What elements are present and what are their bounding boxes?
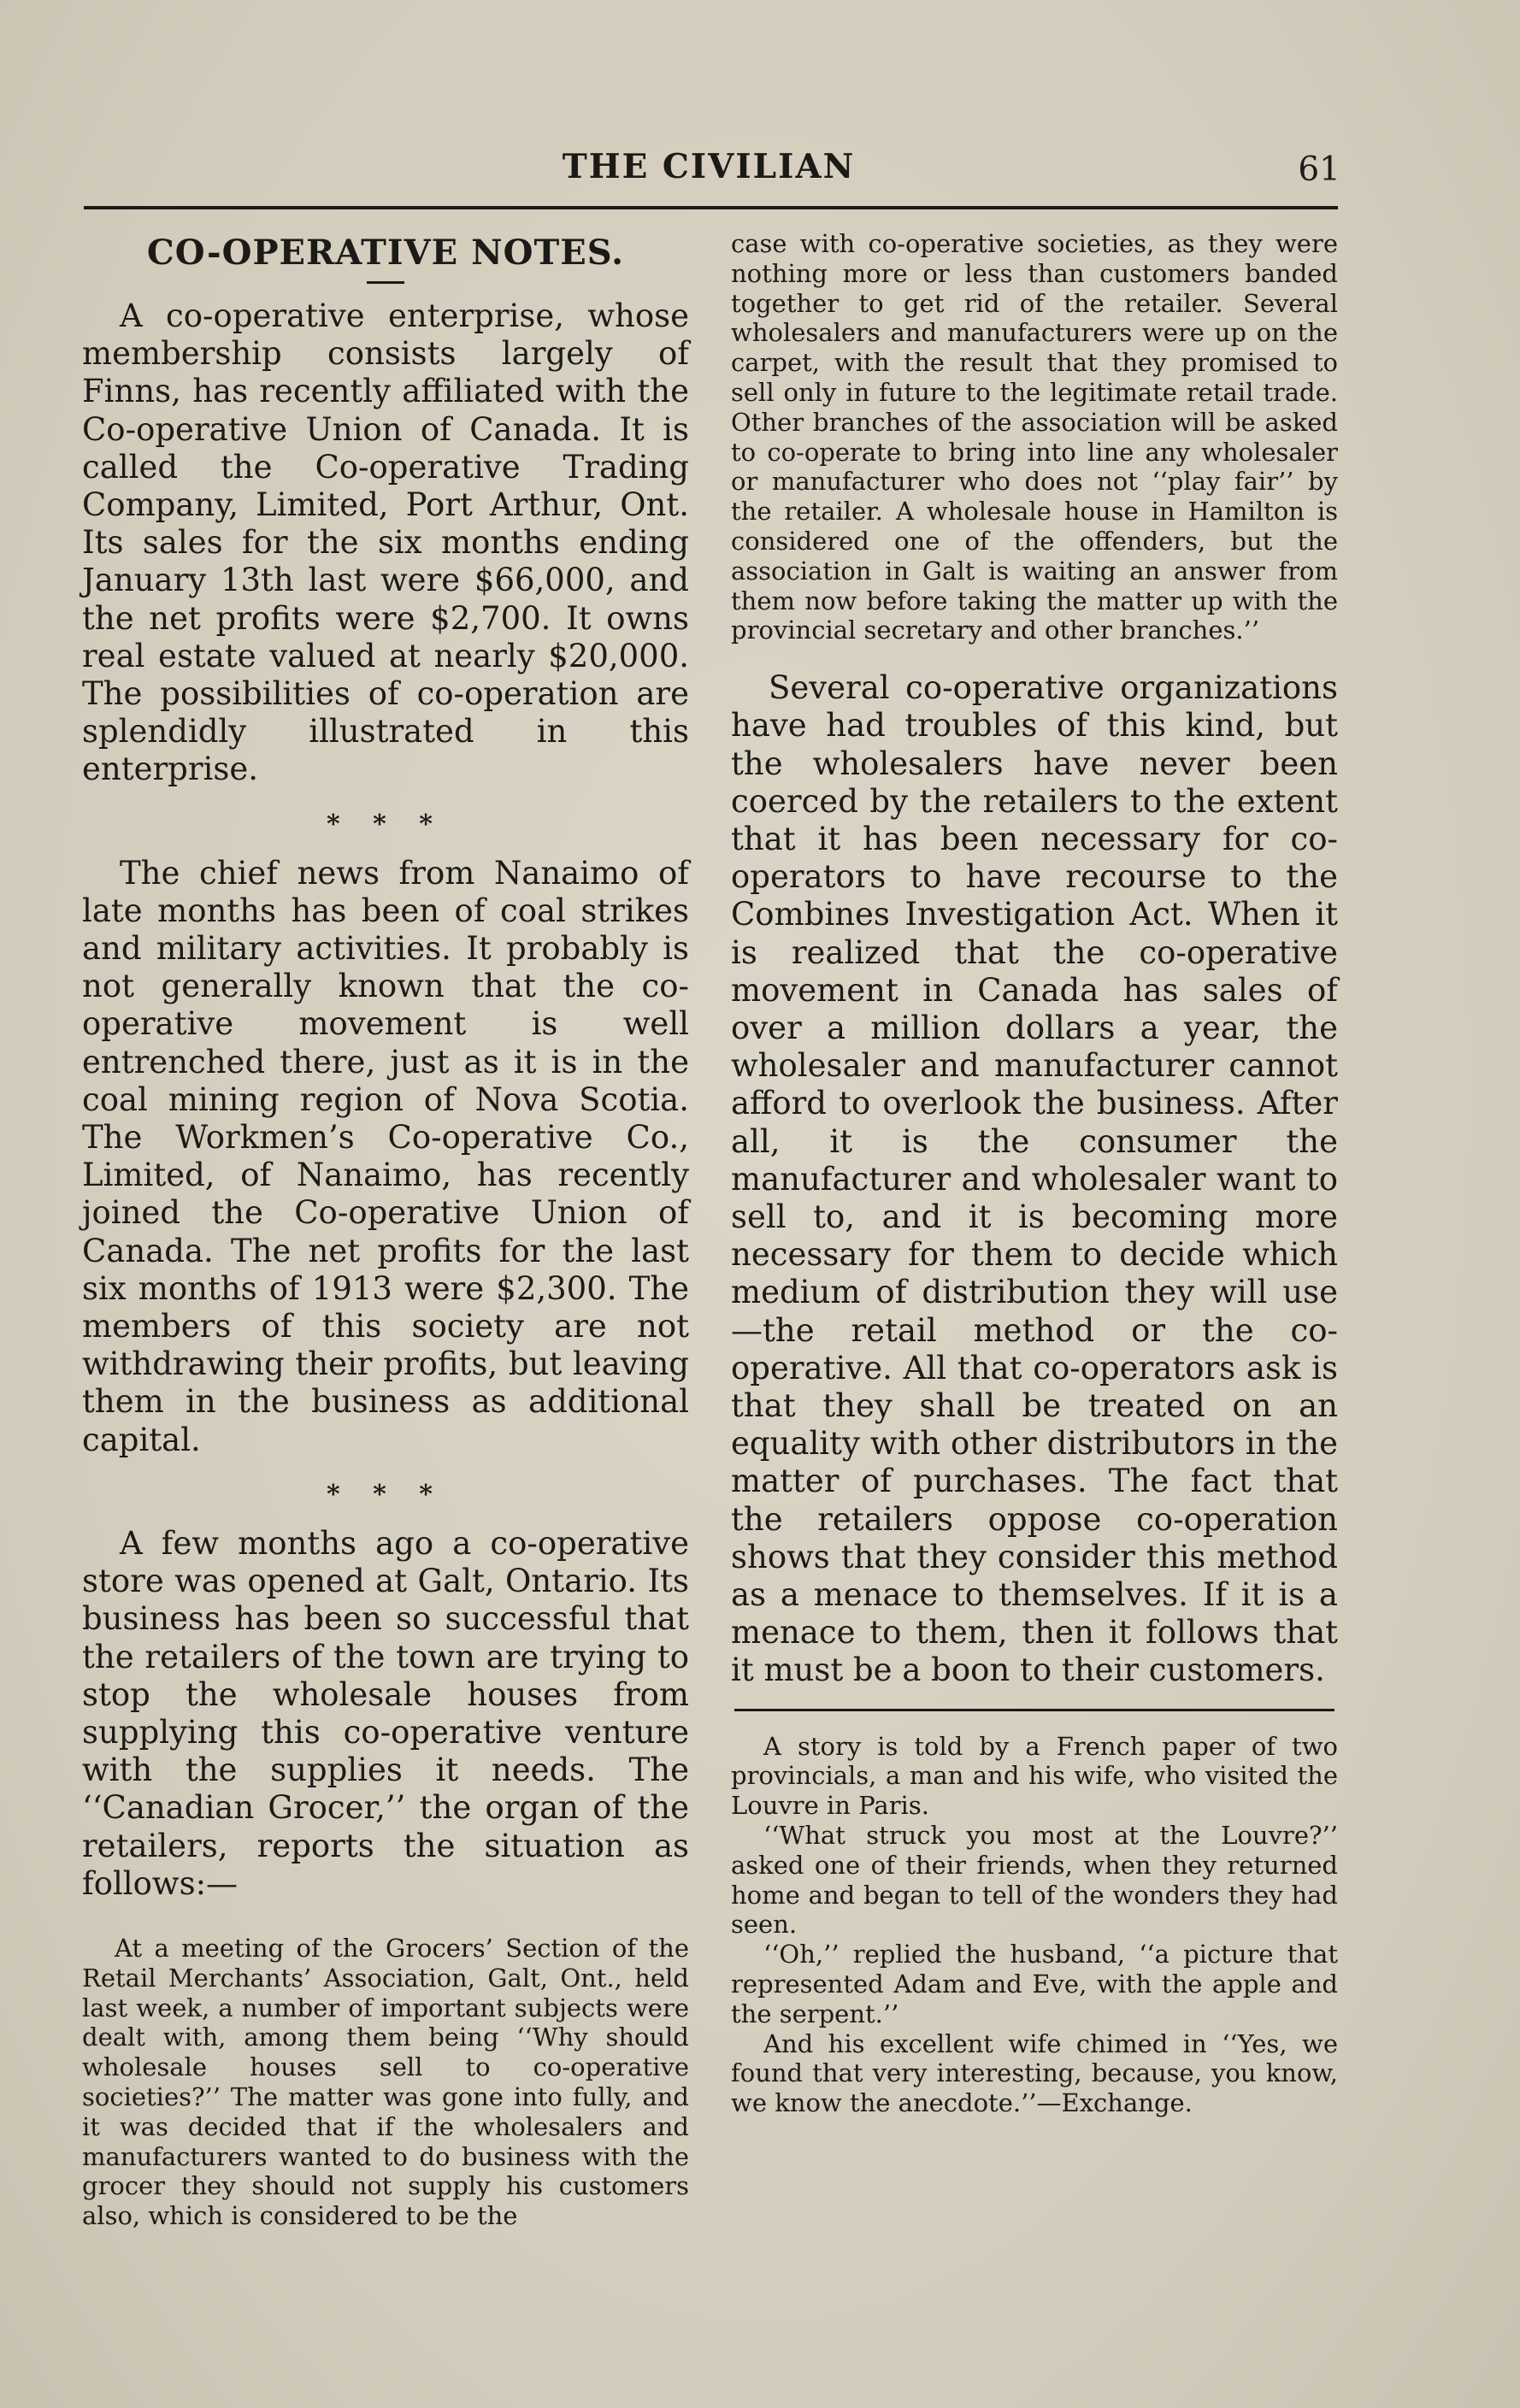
paragraph-port-arthur: A co-operative enterprise, whose membership consists largely of Finns, has recently affiliated with the Co-operative Union of Canada. It is called the Co-operative Trading Company, Limited, Port Arthur, Ont. Its sales for the six months ending January 13th last were $66,000, and the net profits were $2,700. It owns real estate valued at nearly $20,000. The possibilities of co-operation are splendidly illustrated in this enterprise. (82, 297, 689, 788)
anecdote-paragraph: And his excellent wife chimed in ‘‘Yes, we found that very interesting, because, you know, we know the anecdote.’’—Exchange. (731, 2028, 1338, 2118)
left-column (82, 229, 689, 2231)
anecdote-paragraph: A story is told by a French paper of two provincials, a man and his wife, who visited the Louvre in Paris. (731, 1731, 1338, 1821)
quoted-report-continued: case with co-operative societies, as they were nothing more or less than customers banded together to get rid of the retailer. Several wholesalers and manufacturers were up on the carpet, with the result that they promised to sell only in future to the legitimate retail trade. Other branches of the association will be asked to co-operate to bring into line any wholesaler or manufacturer who does not ‘‘play fair’’ by the retailer. A wholesale house in Hamilton is considered one of the offenders, but the association in Galt is waiting an answer from them now before taking the matter up with the provincial secretary and other branches.’’ (731, 229, 1338, 645)
right-column (731, 229, 1338, 2118)
quoted-report: At a meeting of the Grocers’ Section of the Retail Merchants’ Association, Galt, Ont., held last week, a number of important subjects were dealt with, among them being ‘‘Why should wholesale houses sell to co-operative societies?’’ The matter was gone into fully, and it was decided that if the wholesalers and manufacturers wanted to do business with the grocer they should not supply his customers also, which is considered to be the (82, 1933, 689, 2231)
column-rule (734, 1709, 1334, 1711)
paragraph-nanaimo: The chief news from Nanaimo of late months has been of coal strikes and military activities. It probably is not generally known that the co-operative movement is well entrenched there, just as it is in the coal mining region of Nova Scotia. The Workmen’s Co-operative Co., Limited, of Nanaimo, has recently joined the Co-operative Union of Canada. The net profits for the last six months of 1913 were $2,300. The members of this society are not withdrawing their profits, but leaving them in the business as additional capital. (82, 854, 689, 1458)
article-heading: CO-OPERATIVE NOTES. (146, 233, 625, 273)
header-rule (84, 206, 1338, 209)
running-head (77, 147, 1340, 198)
heading-rule (367, 281, 404, 284)
publication-title: THE CIVILIAN (562, 147, 856, 186)
anecdote-paragraph: ‘‘What struck you most at the Louvre?’’ asked one of their friends, when they returned home and began to tell of the wonders they had seen. (731, 1821, 1338, 1940)
anecdote-paragraph: ‘‘Oh,’’ replied the husband, ‘‘a picture that represented Adam and Eve, with the apple and the serpent.’’ (731, 1940, 1338, 2028)
paragraph-galt: A few months ago a co-operative store was opened at Galt, Ontario. Its business has been so successful that the retailers of the town are trying to stop the wholesale houses from supplying this co-operative venture with the supplies it needs. The ‘‘Canadian Grocer,’’ the organ of the retailers, reports the situation as follows:— (82, 1524, 689, 1902)
section-separator: * * * (327, 1479, 445, 1510)
paragraph-troubles: Several co-operative organizations have had troubles of this kind, but the wholesalers have never been coerced by the retailers to the extent that it has been necessary for co-operators to have recourse to the Combines Investigation Act. When it is realized that the co-operative movement in Canada has sales of over a million dollars a year, the wholesaler and manufacturer cannot afford to overlook the business. After all, it is the consumer the manufacturer and wholesaler want to sell to, and it is becoming more necessary for them to decide which medium of distribution they will use—the retail method or the co-operative. All that co-operators ask is that they shall be treated on an equality with other distributors in the matter of purchases. The fact that the retailers oppose co-operation shows that they consider this method as a menace to themselves. If it is a menace to them, then it follows that it must be a boon to their customers. (731, 669, 1338, 1689)
section-separator: * * * (327, 809, 445, 839)
page-number: 61 (1298, 150, 1340, 189)
anecdote (731, 1732, 1338, 2118)
